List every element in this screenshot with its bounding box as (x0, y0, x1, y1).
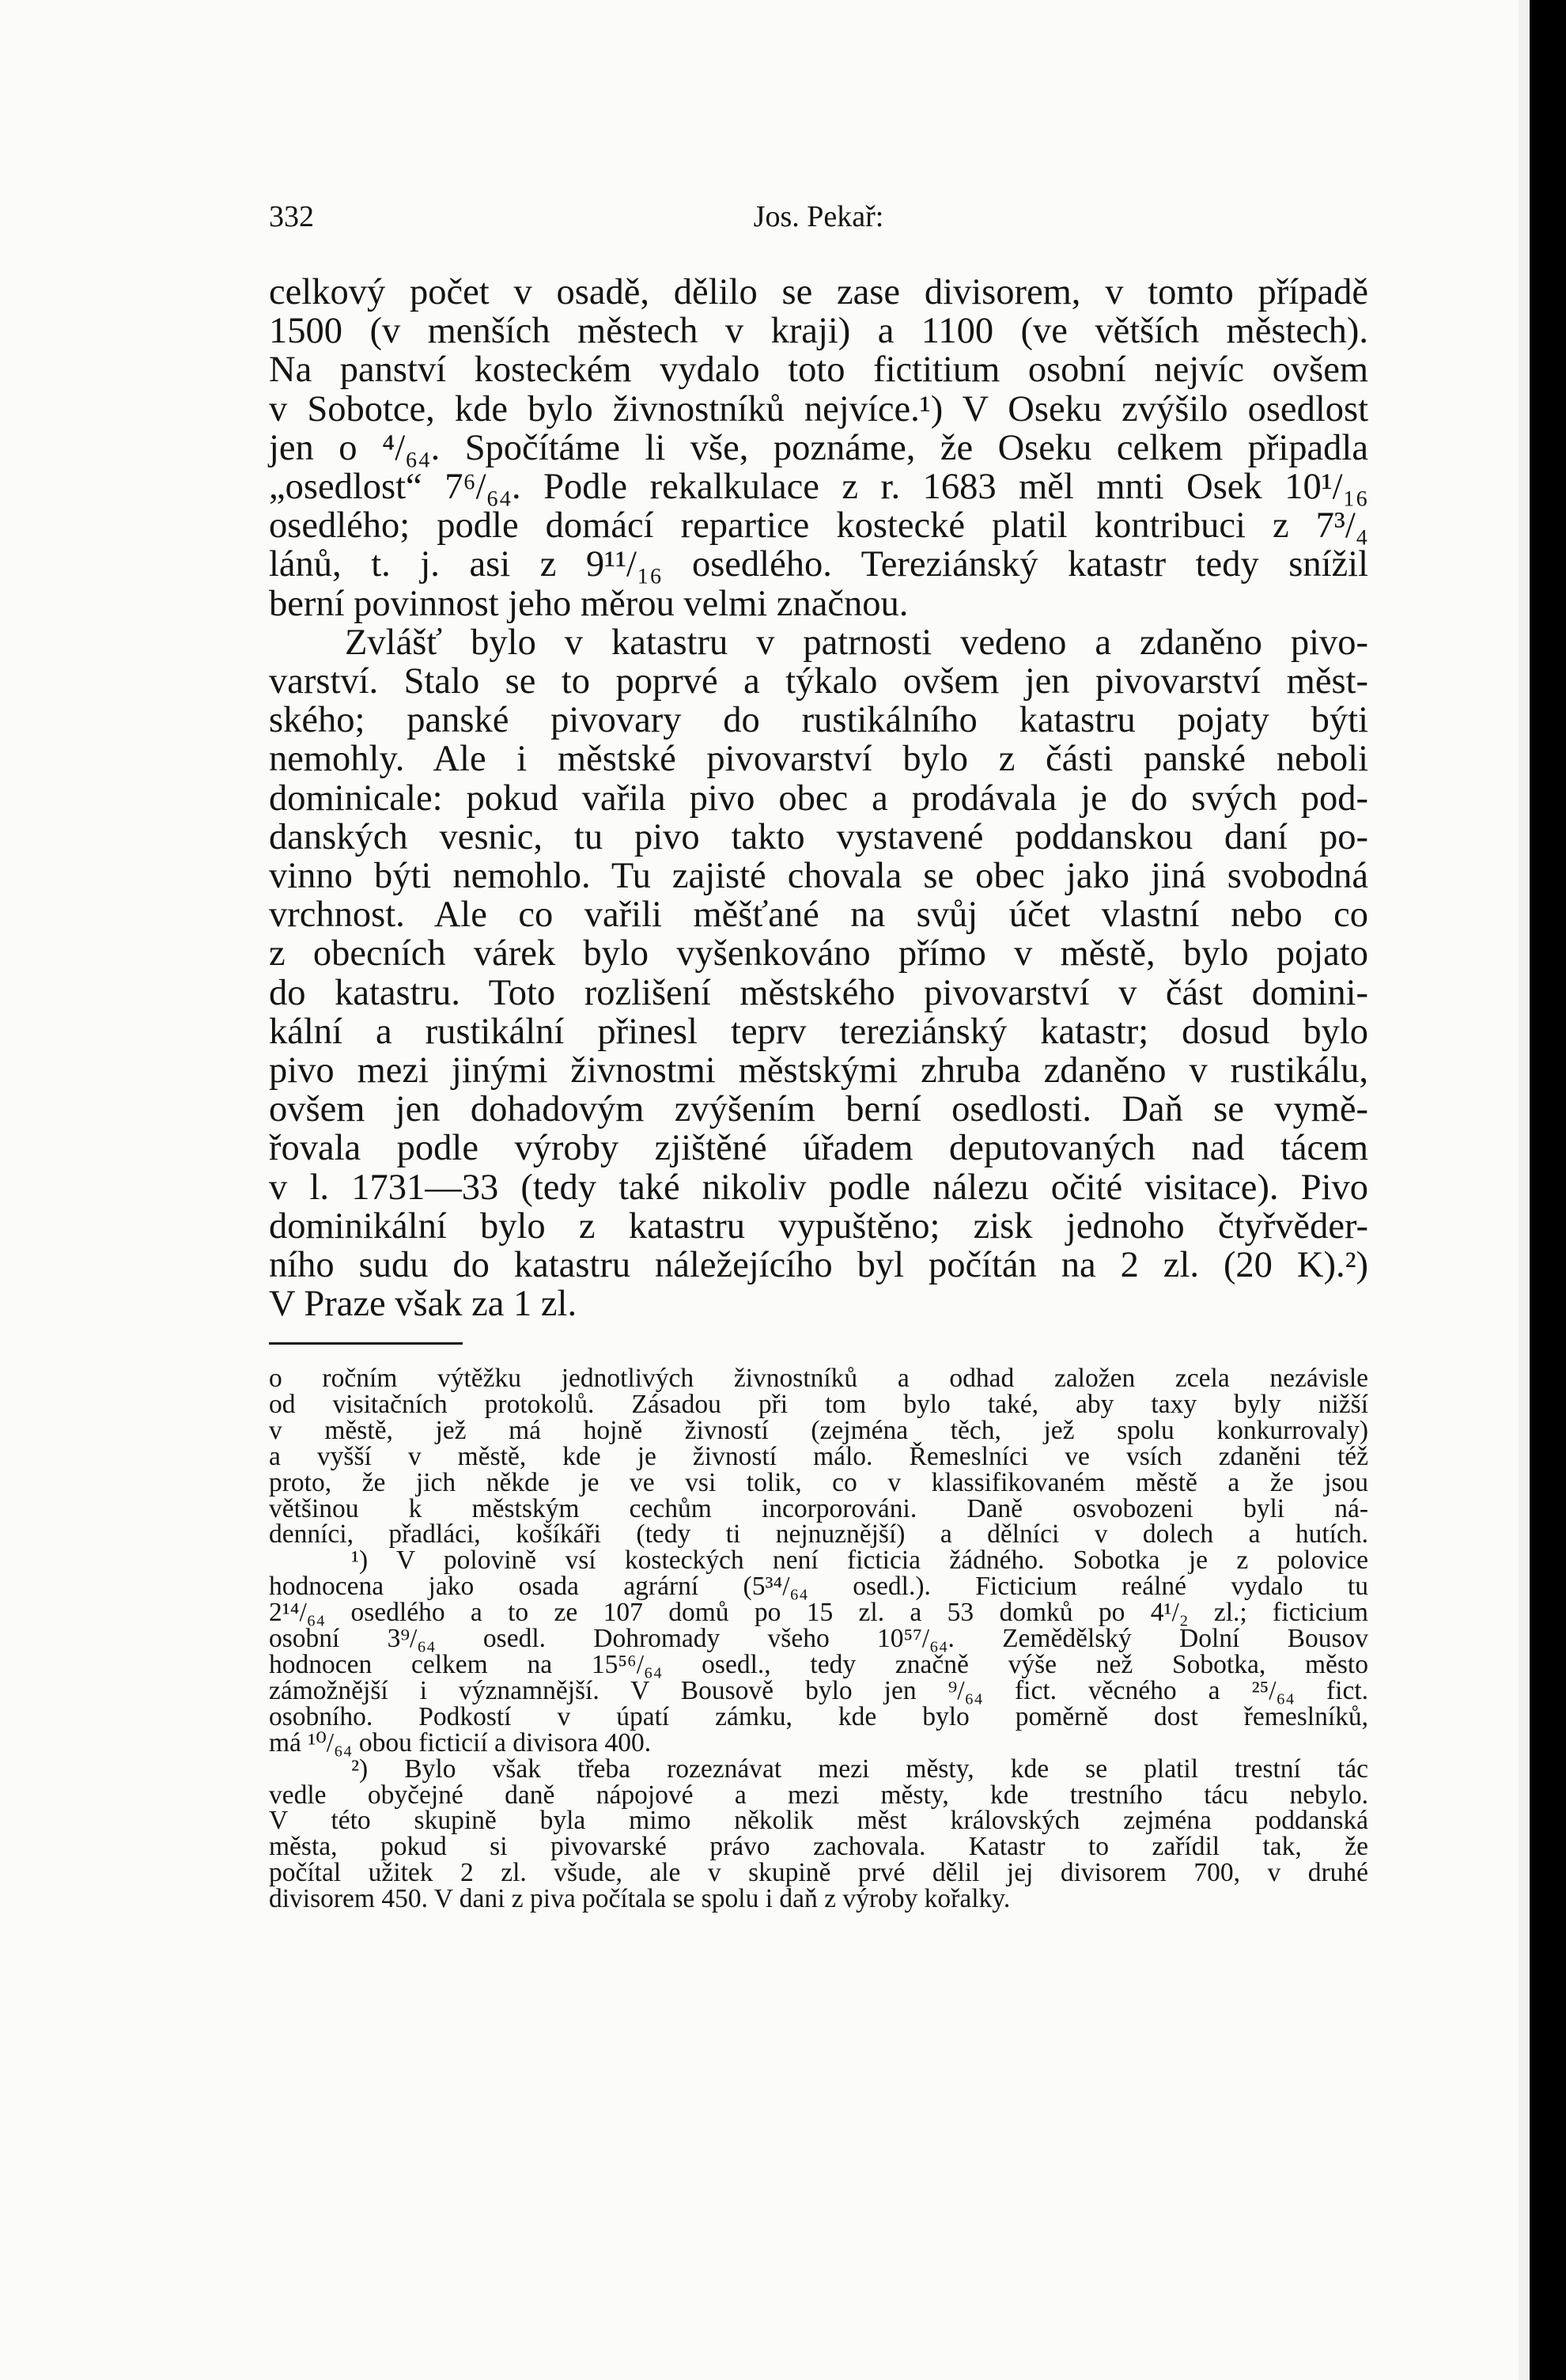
body-line: pivo mezi jinými živnostmi městskými zhruba zdaněno v rustikálu, (269, 1050, 1368, 1092)
footnote-line: divisorem 450. V dani z piva počítala se spolu i daň z výroby kořalky. (269, 1884, 1011, 1914)
footnote-line: ²) Bylo však třeba rozeznávat mezi městy, kde se platil trestní tác (351, 1754, 1368, 1784)
body-line: lánů, t. j. asi z 9¹¹/₁₆ osedlého. Tereziánský katastr tedy snížil (269, 544, 1368, 585)
body-line: berní povinnost jeho měrou velmi značnou. (269, 583, 909, 624)
body-line: celkový počet v osadě, dělilo se zase divisorem, v tomto případě (269, 272, 1368, 312)
footnote-line: hodnocen celkem na 15⁵⁶/₆₄ osedl., tedy značně výše než Sobotka, město (269, 1649, 1368, 1679)
body-line: kální a rustikální přinesl teprv tereziánský katastr; dosud bylo (269, 1011, 1368, 1052)
body-line: v l. 1731—33 (tedy také nikoliv podle nálezu očité visitace). Pivo (269, 1167, 1368, 1208)
footnote-line: o ročním výtěžku jednotlivých živnostníků a odhad založen zcela nezávisle (269, 1364, 1368, 1393)
footnotes (269, 1366, 1368, 1913)
body-line: ského; panské pivovary do rustikálního katastru pojaty býti (269, 700, 1368, 741)
footnote-line: V této skupině byla mimo několik měst královských zejména poddanská (269, 1806, 1368, 1836)
footnote-line: zámožnější i významnější. V Bousově bylo jen ⁹/₆₄ fict. věcného a ²⁵/₆₄ fict. (269, 1675, 1368, 1705)
footnote-line: v městě, jež má hojně živností (zejména těch, jež spolu konkurrovaly) (269, 1415, 1368, 1445)
body-line: vinno býti nemohlo. Tu zajisté chovala se obec jako jiná svobodná (269, 856, 1368, 897)
footnote-line: od visitačních protokolů. Zásadou při tom bylo také, aby taxy byly nižší (269, 1389, 1368, 1419)
body-line: varství. Stalo se to poprvé a týkalo ovšem jen pivovarství měst- (269, 661, 1368, 702)
page-edge (1519, 0, 1530, 2380)
footnote-line: města, pokud si pivovarské právo zachovala. Katastr to zařídil tak, že (269, 1832, 1368, 1862)
body-line: Zvlášť bylo v katastru v patrnosti vedeno a zdaněno pivo- (345, 622, 1368, 663)
body-line: ovšem jen dohadovým zvýšením berní osedlosti. Daň se vymě- (269, 1089, 1368, 1130)
body-line: řovala podle výroby zjištěné úřadem deputovaných nad tácem (269, 1128, 1368, 1169)
body-line: Na panství kosteckém vydalo toto fictitium osobní nejvíc ovšem (269, 350, 1368, 391)
body-line: nemohly. Ale i městské pivovarství bylo z části panské neboli (269, 739, 1368, 780)
footnote-line: osobního. Podkostí v úpatí zámku, kde bylo poměrně dost řemeslníků, (269, 1701, 1368, 1731)
body-line: „osedlost“ 7⁶/₆₄. Podle rekalkulace z r. 1683 měl mnti Osek 10¹/₁₆ (269, 467, 1368, 508)
body-line: V Praze však za 1 zl. (269, 1284, 577, 1325)
main-text (269, 273, 1368, 1323)
footnote-line: počítal užitek 2 zl. všude, ale v skupině prvé dělil jej divisorem 700, v druhé (269, 1858, 1368, 1888)
body-line: dominikální bylo z katastru vypuštěno; zisk jednoho čtyřvěder- (269, 1205, 1368, 1247)
footnote-line: a vyšší v městě, kde je živností málo. Řemeslníci ve vsích zdaněni též (269, 1441, 1368, 1471)
body-line: jen o ⁴/₆₄. Spočítáme li vše, poznáme, že Oseku celkem připadla (269, 427, 1368, 468)
body-line: osedlého; podle domácí repartice kostecké platil kontribuci z 7³/₄ (269, 505, 1368, 547)
body-line: z obecních várek bylo vyšenkováno přímo v městě, bylo pojato (269, 933, 1368, 974)
footnote-line: proto, že jich někde je ve vsi tolik, co v klassifikovaném městě a že jsou (269, 1467, 1368, 1497)
footnote-line: osobní 3⁹/₆₄ osedl. Dohromady všeho 10⁵⁷/₆₄. Zemědělský Dolní Bousov (269, 1624, 1368, 1654)
footnote-line: ¹) V polovině vsí kosteckých není ficticia žádného. Sobotka je z polovice (351, 1546, 1368, 1576)
body-line: ního sudu do katastru náležejícího byl počítán na 2 zl. (20 K).²) (269, 1245, 1368, 1286)
footnote-line: 2¹⁴/₆₄ osedlého a to ze 107 domů po 15 zl. a 53 domků po 4¹/₂ zl.; ficticium (269, 1598, 1368, 1628)
page-number: 332 (269, 200, 314, 233)
footnote-separator (269, 1342, 463, 1345)
footnote-line: denníci, přadláci, košíkáři (tedy ti nejnuznější) a dělníci v dolech a hutích. (269, 1519, 1368, 1549)
body-line: 1500 (v menších městech v kraji) a 1100 (ve větších městech). (269, 311, 1368, 352)
body-line: v Sobotce, kde bylo živnostníků nejvíce.¹) V Oseku zvýšilo osedlost (269, 388, 1368, 429)
footnote-line: vedle obyčejné daně nápojové a mezi městy, kde trestního tácu nebylo. (269, 1780, 1368, 1810)
body-line: vrchnost. Ale co vařili měšťané na svůj účet vlastní nebo co (269, 895, 1368, 936)
footnote-line: hodnocena jako osada agrární (5³⁴/₆₄ osedl.). Ficticium reálné vydalo tu (269, 1572, 1368, 1602)
body-line: dominicale: pokud vařila pivo obec a prodávala je do svých pod- (269, 778, 1368, 819)
page-header (269, 199, 1368, 247)
running-head: Jos. Pekař: (753, 200, 884, 233)
body-line: do katastru. Toto rozlišení městského pivovarství v část domini- (269, 972, 1368, 1013)
footnote-line: většinou k městským cechům incorporováni. Daně osvobozeni byli ná- (269, 1493, 1368, 1523)
footnote-line: má ¹⁰/₆₄ obou ficticií a divisora 400. (269, 1727, 652, 1758)
body-line: danských vesnic, tu pivo takto vystavené poddanskou daní po- (269, 816, 1368, 857)
